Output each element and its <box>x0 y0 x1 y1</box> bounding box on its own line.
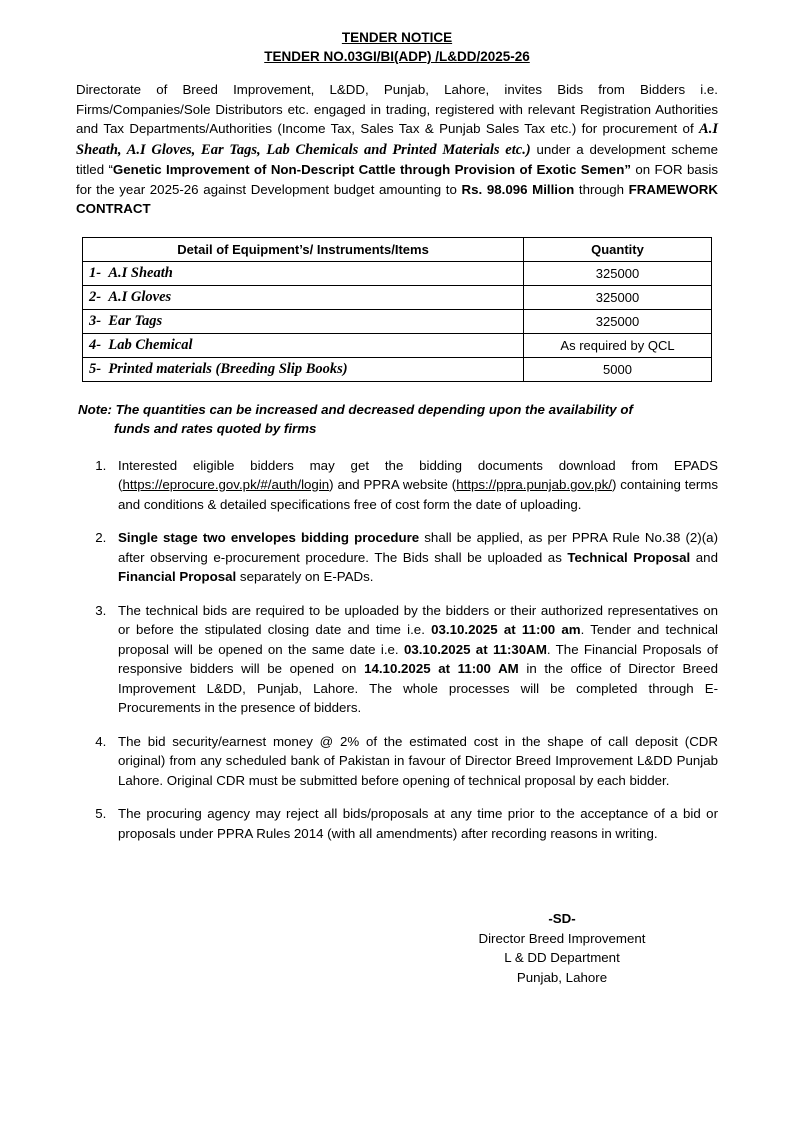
intro-text-2: under a development scheme titled “ <box>76 141 718 177</box>
table-row <box>83 357 712 381</box>
clause-item <box>110 456 718 515</box>
item-quantity: 325000 <box>524 261 712 285</box>
signature-block <box>76 909 718 987</box>
signature-line-1: Director Breed Improvement <box>478 930 646 946</box>
clause-1-text-3: ) containing terms and conditions & detailed specifications free of cost form the date of uploading. <box>118 477 718 512</box>
item-label <box>83 261 524 285</box>
clause-item <box>110 528 718 587</box>
clause-3-text-4: in the office of Director Breed Improvement L&DD, Punjab, Lahore. The whole processes will be completed through E-Procurements in the presence of bidders. <box>118 661 718 715</box>
item-label <box>83 333 524 357</box>
item-number: 4- <box>89 336 102 353</box>
document-title-block <box>76 28 718 66</box>
note-line-1: Note: The quantities can be increased and decreased depending upon the availability of <box>78 401 633 417</box>
clause-4-text-1: The bid security/earnest money @ 2% of the estimated cost in the shape of call deposit (CDR original) from any scheduled bank of Pakistan in favour of Director Breed Improvement L&DD Punjab Lahore. Original CDR must be submitted before opening of technical proposal by each bidder. <box>118 733 718 788</box>
item-name: Lab Chemical <box>108 336 193 353</box>
clause-item <box>110 601 718 718</box>
column-header-quantity: Quantity <box>524 237 712 261</box>
item-quantity: 325000 <box>524 309 712 333</box>
item-number: 3- <box>89 312 102 329</box>
item-label <box>83 285 524 309</box>
clause-2-text-3: separately on E-PADs. <box>236 569 374 584</box>
quantity-note <box>76 400 718 438</box>
technical-bid-deadline: 03.10.2025 at 11:00 am <box>431 622 581 637</box>
clause-2-bold-3: Financial Proposal <box>118 569 237 584</box>
note-line-2: funds and rates quoted by firms <box>114 420 317 436</box>
item-label <box>83 357 524 381</box>
item-number: 2- <box>89 288 102 305</box>
table-header-row <box>83 237 712 261</box>
item-label <box>83 309 524 333</box>
technical-opening-time: 03.10.2025 at 11:30AM <box>403 641 547 657</box>
page-title: TENDER NOTICE <box>341 30 453 45</box>
clause-3-text-2: . Tender and technical proposal will be opened on the same date i.e. <box>118 622 719 657</box>
item-quantity: As required by QCL <box>524 333 712 357</box>
tender-number: TENDER NO.03GI/BI(ADP) /L&DD/2025-26 <box>264 49 530 64</box>
clause-3-text-1: The technical bids are required to be uploaded by the bidders or their authorized representatives on or before the stipulated closing date and time i.e. <box>118 602 718 637</box>
epads-link[interactable]: https://eprocure.gov.pk/#/auth/login <box>122 477 330 492</box>
item-number: 5- <box>89 360 102 377</box>
clause-2-text-1: shall be applied, as per PPRA Rule No.38 (2)(a) after observing e-procurement procedure. The Bids shall be uploaded as <box>118 530 718 565</box>
intro-amount: Rs. 98.096 Million <box>461 181 575 197</box>
item-name: A.I Gloves <box>108 288 172 305</box>
item-name: Ear Tags <box>108 312 163 329</box>
clause-2-bold-2: Technical Proposal <box>567 549 691 565</box>
table-row <box>83 285 712 309</box>
clause-1-text-1: Interested eligible bidders may get the bidding documents download from EPADS ( <box>118 457 718 492</box>
clause-2-bold-1: Single stage two envelopes bidding procedure <box>118 530 420 545</box>
clause-item <box>110 804 718 843</box>
intro-items: A.I Sheath, A.I Gloves, Ear Tags, Lab Chemicals and Printed Materials etc.) <box>76 121 718 158</box>
items-table <box>82 237 712 382</box>
table-row <box>83 261 712 285</box>
clause-2-text-2: and <box>690 549 718 565</box>
item-quantity: 325000 <box>524 285 712 309</box>
clauses-list <box>76 456 718 844</box>
intro-paragraph <box>76 80 718 219</box>
clause-5-text-1: The procuring agency may reject all bids/proposals at any time prior to the acceptance of a bid or proposals under PPRA Rules 2014 (with all amendments) after recording reasons in writing. <box>118 806 718 841</box>
signature-sd: -SD- <box>548 911 576 926</box>
signature-line-2: L & DD Department <box>504 950 620 965</box>
clause-item <box>110 732 718 791</box>
intro-text-4: through <box>574 181 629 197</box>
table-row <box>83 309 712 333</box>
intro-text-1: Directorate of Breed Improvement, L&DD, Punjab, Lahore, invites Bids from Bidders i.e. Firms/Companies/Sole Distributors etc. engaged in trading, registered with relevant Registration Authorities and Tax Departments/Authorities (Income Tax, Sales Tax & Punjab Sales Tax etc.) for procurement of <box>76 82 718 136</box>
clause-3-text-3: . The Financial Proposals of responsive bidders will be opened on <box>118 641 718 676</box>
item-name: Printed materials (Breeding Slip Books) <box>108 360 348 377</box>
financial-opening-time: 14.10.2025 at 11:00 AM <box>364 661 519 676</box>
ppra-link[interactable]: https://ppra.punjab.gov.pk/ <box>456 477 612 492</box>
clause-1-text-2: ) and PPRA website ( <box>329 477 457 492</box>
item-name: A.I Sheath <box>108 264 173 281</box>
table-row <box>83 333 712 357</box>
column-header-detail: Detail of Equipment’s/ Instruments/Items <box>83 237 524 261</box>
item-number: 1- <box>89 264 102 281</box>
intro-contract: FRAMEWORK CONTRACT <box>76 181 718 216</box>
intro-text-3: on FOR basis for the year 2025-26 against Development budget amounting to <box>76 162 718 197</box>
signature-line-3: Punjab, Lahore <box>516 969 608 985</box>
item-quantity: 5000 <box>524 357 712 381</box>
intro-scheme: Genetic Improvement of Non-Descript Cattle through Provision of Exotic Semen” <box>112 162 631 177</box>
